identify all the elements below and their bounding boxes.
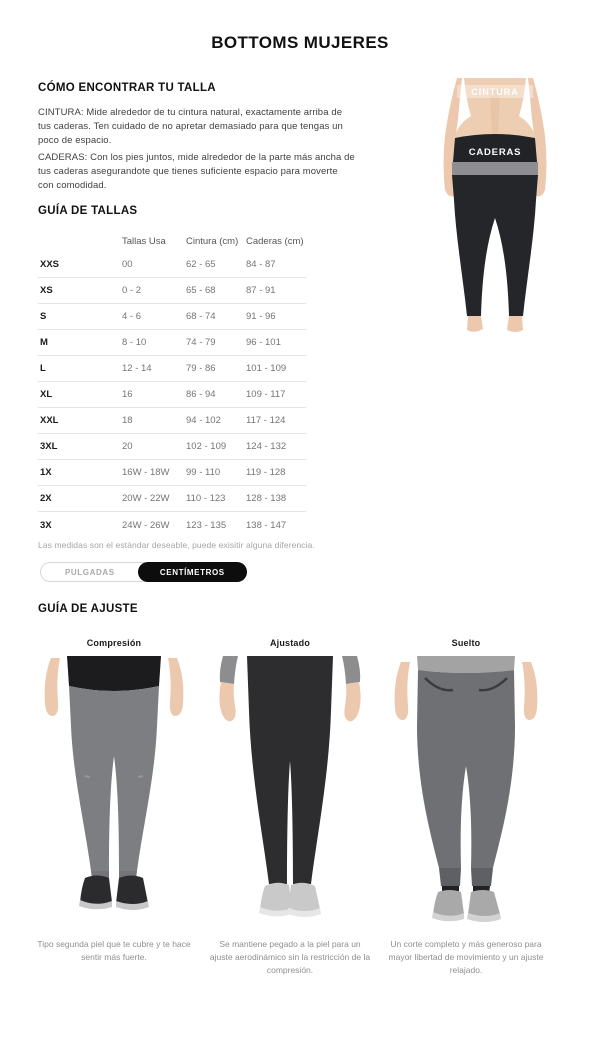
fit-card-compression: [25, 638, 203, 964]
cell-tallas-usa: 12 - 14: [122, 363, 152, 374]
size-table-body: [38, 252, 306, 538]
table-row: [38, 460, 306, 486]
cell-caderas: 109 - 117: [246, 389, 286, 400]
cell-tallas-usa: 8 - 10: [122, 337, 147, 348]
fit-card-loose: [377, 638, 555, 976]
cell-tallas-usa: 4 - 6: [122, 311, 142, 322]
toggle-pulgadas[interactable]: PULGADAS: [64, 567, 115, 577]
caderas-instructions: CADERAS: Con los pies juntos, mide alrededor de la parte más ancha de tus caderas asegurandote que tienes suficiente espacio para moverte con comodidad.: [38, 152, 355, 191]
cintura-band-label: CINTURA: [471, 87, 519, 97]
cell-caderas: 91 - 96: [246, 311, 276, 322]
cell-tallas-usa: 20: [122, 441, 133, 452]
cell-caderas: 128 - 138: [246, 493, 287, 504]
cell-tallas-usa: 0 - 2: [122, 285, 142, 296]
cell-caderas: 138 - 147: [246, 519, 287, 531]
size-table: [38, 231, 306, 538]
cell-cintura: 102 - 109: [186, 441, 227, 452]
cell-size: L: [40, 363, 46, 374]
cell-size: XS: [40, 285, 53, 296]
cell-cintura: 79 - 86: [186, 363, 216, 374]
compression-fit-image: [25, 656, 203, 924]
measurement-model-image: [424, 78, 566, 338]
how-to-heading: CÓMO ENCONTRAR TU TALLA: [38, 82, 216, 94]
table-row: [38, 304, 306, 330]
cell-size: XXS: [40, 259, 60, 270]
table-row: [38, 486, 306, 512]
cell-size: XXL: [40, 415, 59, 426]
cell-caderas: 84 - 87: [246, 259, 276, 270]
cell-size: 2X: [40, 493, 52, 504]
cell-tallas-usa: 24W - 26W: [122, 519, 170, 531]
fit-label: Suelto: [451, 638, 481, 648]
table-row: [38, 434, 306, 460]
fit-label: Compresión: [86, 638, 142, 648]
cell-cintura: 68 - 74: [186, 311, 216, 322]
cell-cintura: 86 - 94: [186, 389, 216, 400]
size-table-header: [38, 231, 306, 252]
fit-guide-heading: GUÍA DE AJUSTE: [38, 603, 138, 615]
col-caderas: Caderas (cm): [246, 236, 304, 247]
fit-description: Un corte completo y más generoso para mayor libertad de movimiento y un ajuste relajado.: [388, 939, 544, 975]
table-row: [38, 408, 306, 434]
cell-caderas: 119 - 128: [246, 467, 286, 478]
fit-description: Se mantiene pegado a la piel para un ajuste aerodinámico sin la restricción de la compresión.: [209, 939, 371, 975]
cell-cintura: 65 - 68: [186, 285, 216, 296]
size-table-heading: GUÍA DE TALLAS: [38, 205, 138, 217]
table-row: [38, 382, 306, 408]
cell-size: 3XL: [40, 441, 58, 452]
cell-tallas-usa: 00: [122, 259, 133, 270]
col-cintura: Cintura (cm): [186, 236, 239, 247]
page-title: BOTTOMS MUJERES: [211, 33, 389, 52]
cell-caderas: 117 - 124: [246, 415, 286, 426]
cell-cintura: 110 - 123: [186, 493, 226, 504]
cell-tallas-usa: 20W - 22W: [122, 493, 170, 504]
cell-size: 1X: [40, 467, 52, 478]
fit-label: Ajustado: [269, 638, 311, 648]
cell-size: S: [40, 311, 47, 322]
cell-cintura: 62 - 65: [186, 259, 216, 270]
table-row: [38, 252, 306, 278]
cell-cintura: 74 - 79: [186, 337, 216, 348]
table-row: [38, 330, 306, 356]
table-row: [38, 512, 306, 538]
fitted-fit-image: [201, 656, 379, 924]
cell-tallas-usa: 16: [122, 389, 133, 400]
cell-caderas: 96 - 101: [246, 337, 281, 348]
table-row: [38, 356, 306, 382]
cell-caderas: 87 - 91: [246, 285, 276, 296]
size-table-note: Las medidas son el estándar deseable, puede exisitir alguna diferencia.: [38, 540, 315, 550]
loose-fit-image: [377, 656, 555, 924]
cell-caderas: 101 - 109: [246, 363, 287, 374]
fit-description: Tipo segunda piel que te cubre y te hace sentir más fuerte.: [37, 939, 191, 962]
table-row: [38, 278, 306, 304]
cintura-instructions: CINTURA: Mide alrededor de tu cintura natural, exactamente arriba de tus caderas. Ten cuidado de no apretar demasiado para que tengas un poco de espacio.: [38, 107, 343, 146]
col-tallas-usa: Tallas Usa: [122, 236, 166, 247]
caderas-band-label: CADERAS: [468, 147, 522, 158]
toggle-centimetros[interactable]: CENTÍMETROS: [138, 562, 247, 582]
cell-cintura: 123 - 135: [186, 519, 227, 531]
cell-cintura: 94 - 102: [186, 415, 221, 426]
cell-cintura: 99 - 110: [186, 467, 221, 478]
fit-card-fitted: [201, 638, 379, 976]
cell-tallas-usa: 18: [122, 415, 133, 426]
cell-size: 3X: [40, 519, 52, 531]
cell-size: XL: [40, 389, 53, 400]
model-illustration: [424, 78, 566, 338]
cell-size: M: [40, 337, 48, 348]
unit-toggle[interactable]: [40, 562, 247, 582]
cell-tallas-usa: 16W - 18W: [122, 467, 170, 478]
cell-caderas: 124 - 132: [246, 441, 287, 452]
